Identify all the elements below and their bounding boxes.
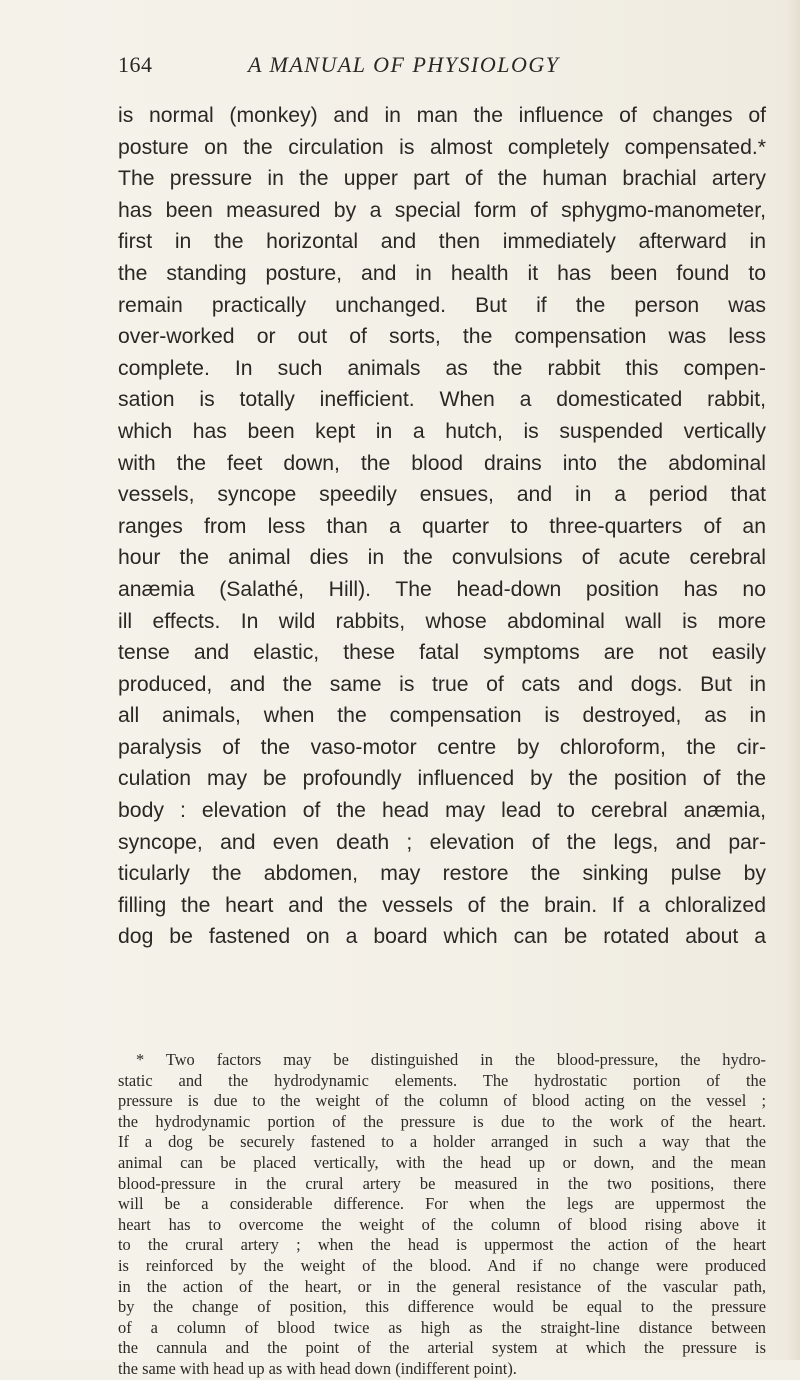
body-line: The pressure in the upper part of the human brachial artery (118, 167, 766, 191)
body-line: culation may be profoundly influenced by the position of the (118, 767, 766, 791)
footnote-line: heart has to overcome the weight of the column of blood rising above it (118, 1214, 766, 1234)
body-line: first in the horizontal and then immediately afterward in (118, 230, 766, 254)
page-edge-shadow (786, 0, 800, 1360)
footnote-line: If a dog be securely fastened to a holder arranged in such a way that the (118, 1132, 766, 1152)
footnote-line: by the change of position, this difference would be equal to the pressure (118, 1297, 766, 1317)
body-line: dog be fastened on a board which can be rotated about a (118, 925, 766, 949)
body-line: all animals, when the compensation is destroyed, as in (118, 704, 766, 728)
footnote-line: to the crural artery ; when the head is uppermost the action of the heart (118, 1235, 766, 1255)
body-line: over-worked or out of sorts, the compensation was less (118, 325, 766, 349)
running-head (118, 50, 758, 80)
footnote-line: pressure is due to the weight of the column of blood acting on the vessel ; (118, 1091, 766, 1111)
page-number: 164 (118, 52, 153, 77)
footnote-line: static and the hydrodynamic elements. The hydrostatic portion of the (118, 1070, 766, 1090)
body-line: produced, and the same is true of cats and dogs. But in (118, 672, 766, 696)
body-line: has been measured by a special form of sphygmo-manometer, (118, 198, 766, 222)
running-title: A MANUAL OF PHYSIOLOGY (248, 52, 560, 77)
body-line: is normal (monkey) and in man the influence of changes of (118, 104, 766, 127)
body-line: syncope, and even death ; elevation of the legs, and par- (118, 830, 766, 854)
body-line: complete. In such animals as the rabbit this compen- (118, 356, 766, 380)
body-line: tense and elastic, these fatal symptoms are not easily (118, 641, 766, 665)
footnote-line: blood-pressure in the crural artery be measured in the two positions, there (118, 1173, 766, 1193)
footnote-line: of a column of blood twice as high as the straight-line distance between (118, 1317, 766, 1337)
body-line: sation is totally inefficient. When a domesticated rabbit, (118, 388, 766, 412)
footnote-line: animal can be placed vertically, with the head up or down, and the mean (118, 1152, 766, 1172)
body-line: posture on the circulation is almost completely compensated.* (118, 135, 766, 159)
body-line: ill effects. In wild rabbits, whose abdominal wall is more (118, 609, 766, 633)
body-text (118, 100, 766, 953)
body-line: anæmia (Salathé, Hill). The head-down position has no (118, 577, 766, 601)
footnote-line: * Two factors may be distinguished in the blood-pressure, the hydro- (136, 1050, 766, 1069)
body-line: ticularly the abdomen, may restore the sinking pulse by (118, 862, 766, 886)
footnote-line: will be a considerable difference. For when the legs are uppermost the (118, 1194, 766, 1214)
body-line: paralysis of the vaso-motor centre by chloroform, the cir- (118, 735, 766, 759)
footnote-line: in the action of the heart, or in the general resistance of the vascular path, (118, 1276, 766, 1296)
body-line: which has been kept in a hutch, is suspended vertically (118, 419, 766, 443)
footnote-line: is reinforced by the weight of the blood. And if no change were produced (118, 1255, 766, 1275)
body-line: vessels, syncope speedily ensues, and in a period that (118, 483, 766, 507)
footnote (118, 1050, 766, 1380)
footnote-line: the cannula and the point of the arterial system at which the pressure is (118, 1338, 766, 1358)
footnote-line: the hydrodynamic portion of the pressure is due to the work of the heart. (118, 1111, 766, 1131)
body-line: ranges from less than a quarter to three-quarters of an (118, 514, 766, 538)
body-line: with the feet down, the blood drains into the abdominal (118, 451, 766, 475)
body-line: body : elevation of the head may lead to cerebral anæmia, (118, 799, 766, 823)
footnote-line: the same with head up as with head down (indifferent point). (118, 1358, 517, 1378)
body-line: remain practically unchanged. But if the person was (118, 293, 766, 317)
body-line: filling the heart and the vessels of the brain. If a chloralized (118, 893, 766, 917)
body-line: hour the animal dies in the convulsions of acute cerebral (118, 546, 766, 570)
body-line: the standing posture, and in health it has been found to (118, 261, 766, 285)
